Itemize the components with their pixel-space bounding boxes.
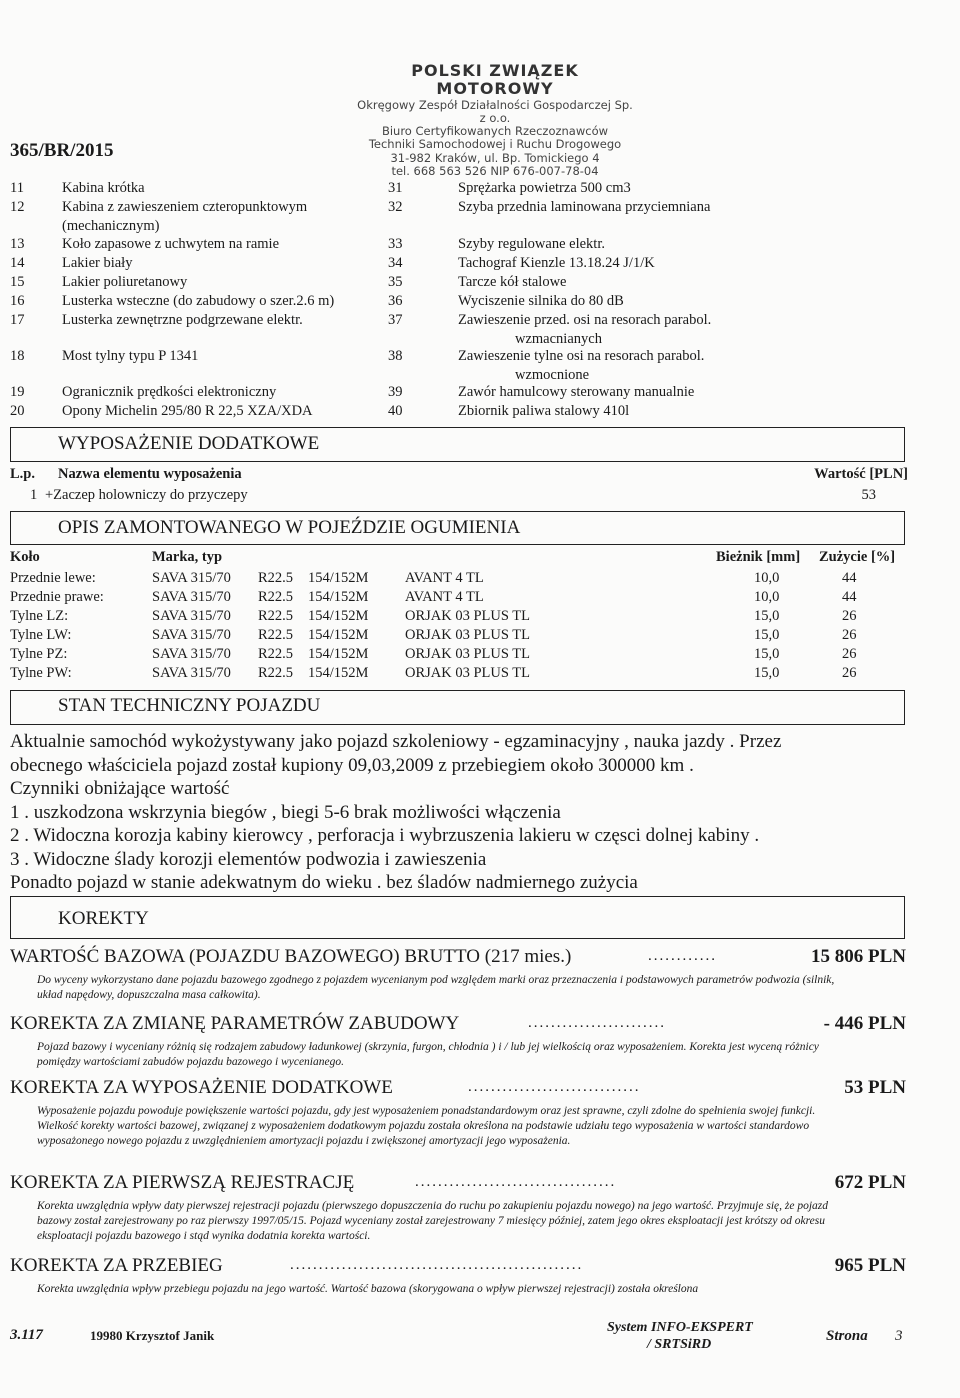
company-stamp xyxy=(355,62,635,178)
equipment-item: Lusterka wsteczne (do zabudowy o szer.2.6 m) xyxy=(62,293,335,309)
condition-line: Czynniki obniżające wartość xyxy=(10,778,230,799)
tyre-make: SAVA 315/70 xyxy=(152,665,231,681)
corrections-title: KOREKTY xyxy=(58,908,149,929)
tyre-model: AVANT 4 TL xyxy=(405,589,484,605)
col-lp: L.p. xyxy=(10,466,35,482)
tyre-wheel: Tylne PW: xyxy=(10,665,72,681)
correction-leader-dots: ................................................... xyxy=(290,1257,584,1273)
stamp-line: tel. 668 563 526 NIP 676-007-78-04 xyxy=(391,163,599,178)
tyre-make: SAVA 315/70 xyxy=(152,608,231,624)
tyre-tread: 15,0 xyxy=(754,646,780,662)
condition-line: Aktualnie samochód wykożystywany jako pojazd szkoleniowy - egzaminacyjny , nauka jazdy . Przez xyxy=(10,731,782,752)
tyre-wear: 26 xyxy=(842,627,857,643)
additional-row-value: 53 xyxy=(861,487,876,503)
additional-row-name: +Zaczep holowniczy do przyczepy xyxy=(45,487,248,503)
correction-label: KOREKTA ZA ZMIANĘ PARAMETRÓW ZABUDOWY xyxy=(10,1013,460,1034)
stamp-line: Biuro Certyfikowanych Rzeczoznawców xyxy=(381,124,609,139)
equipment-item: Szyby regulowane elektr. xyxy=(458,236,605,252)
tyres-title: OPIS ZAMONTOWANEGO W POJEŹDZIE OGUMIENIA xyxy=(58,517,521,538)
equipment-item: Zawieszenie tylne osi na resorach parabol. xyxy=(458,348,705,364)
stamp-line: Techniki Samochodowej i Ruchu Drogowego xyxy=(368,137,622,152)
equipment-number: 37 xyxy=(388,312,403,328)
correction-leader-dots: ........................ xyxy=(528,1015,666,1031)
tyre-index: 154/152M xyxy=(308,665,369,681)
equipment-number: 39 xyxy=(388,384,403,400)
tyre-wheel: Przednie prawe: xyxy=(10,589,104,605)
tyre-tread: 15,0 xyxy=(754,608,780,624)
additional-equipment-title: WYPOSAŻENIE DODATKOWE xyxy=(58,433,320,454)
equipment-number: 15 xyxy=(10,274,25,290)
equipment-number: 34 xyxy=(388,255,403,271)
correction-note: Korekta uwzględnia wpływ daty pierwszej rejestracji pojazdu (pierwszego dopuszczenia do ruchu po zakupieniu pojazdu nowego) na jego wartość. Przyjmuje się, że pojazd bazowy został zarejestrowany po raz pierwszy 1997/05/15. Pojazd wyceniany został zarejestrowany 7 miesięcy później, zatem jego okres eksploatacji jest krótszy od okresu eksploatacji pojazdu bazowego i stąd wynika dodatnia korekta wartości. xyxy=(37,1200,828,1242)
stamp-line: 31-982 Kraków, ul. Bp. Tomickiego 4 xyxy=(390,150,600,165)
equipment-item: Opony Michelin 295/80 R 22,5 XZA/XDA xyxy=(62,403,313,419)
document-number: 365/BR/2015 xyxy=(10,140,114,161)
equipment-item: Tachograf Kienzle 13.18.24 J/1/K xyxy=(458,255,655,271)
tyre-wear: 26 xyxy=(842,665,857,681)
tyre-size: R22.5 xyxy=(258,570,294,586)
correction-leader-dots: ................................... xyxy=(415,1174,617,1190)
footer-system-sub: / SRTSiRD xyxy=(647,1337,712,1352)
tyre-tread: 10,0 xyxy=(754,570,780,586)
tyre-model: ORJAK 03 PLUS TL xyxy=(405,665,531,681)
tyre-make: SAVA 315/70 xyxy=(152,570,231,586)
tyre-wheel: Tylne LZ: xyxy=(10,608,69,624)
tyre-wear: 44 xyxy=(842,589,857,605)
condition-line: obecnego właściciela pojazd został kupiony 09,03,2009 z przebiegiem około 300000 km . xyxy=(10,754,694,776)
tyres-col-wear: Zużycie [%] xyxy=(819,549,896,565)
tyre-size: R22.5 xyxy=(258,627,294,643)
footer-license: 19980 Krzysztof Janik xyxy=(90,1328,215,1343)
equipment-item: Zawór hamulcowy sterowany manualnie xyxy=(458,384,695,400)
equipment-item: Lakier poliuretanowy xyxy=(62,274,188,290)
equipment-item: Koło zapasowe z uchwytem na ramie xyxy=(62,236,280,252)
tyre-make: SAVA 315/70 xyxy=(152,627,231,643)
tyre-index: 154/152M xyxy=(308,646,369,662)
footer-version: 3.117 xyxy=(10,1327,43,1343)
correction-label: KOREKTA ZA PRZEBIEG xyxy=(10,1255,223,1276)
equipment-item: Tarcze kół stalowe xyxy=(458,274,567,290)
col-value: Wartość [PLN] xyxy=(814,466,908,482)
correction-note: Pojazd bazowy i wyceniany różnią się rodzajem zabudowy ładunkowej (skrzynia, furgon, chłodnia ) i / lub jej wielkością oraz wyposażeniem. Korekta jest wyceną różnicy pomiędzy wartościami zabudów pojazdu bazowego i wycenianego. xyxy=(37,1041,819,1068)
equipment-number: 12 xyxy=(10,199,25,215)
equipment-number: 17 xyxy=(10,312,25,328)
equipment-item: Kabina krótka xyxy=(62,180,145,196)
equipment-item: Lusterka zewnętrzne podgrzewane elektr. xyxy=(62,312,303,328)
correction-label: KOREKTA ZA WYPOSAŻENIE DODATKOWE xyxy=(10,1077,393,1098)
tyre-model: AVANT 4 TL xyxy=(405,570,484,586)
equipment-number: 13 xyxy=(10,236,25,252)
tyre-size: R22.5 xyxy=(258,608,294,624)
equipment-item: Kabina z zawieszeniem czteropunktowym xyxy=(62,199,308,215)
equipment-number: 19 xyxy=(10,384,25,400)
tyre-model: ORJAK 03 PLUS TL xyxy=(405,646,531,662)
correction-value: 672 PLN xyxy=(834,1172,906,1193)
tyre-tread: 15,0 xyxy=(754,627,780,643)
additional-row-lp: 1 xyxy=(30,487,38,503)
correction-note: Korekta uwzględnia wpływ przebiegu pojazdu na jego wartość. Wartość bazowa (skorygowana o wpływ pierwszej rejestracji) została określona xyxy=(37,1283,699,1295)
condition-line: Ponadto pojazd w stanie adekwatnym do wieku . bez śladów nadmiernego zużycia xyxy=(10,872,638,893)
tyre-size: R22.5 xyxy=(258,646,294,662)
equipment-number: 16 xyxy=(10,293,25,309)
equipment-number: 31 xyxy=(388,180,403,196)
tyre-index: 154/152M xyxy=(308,589,369,605)
equipment-item-cont: (mechanicznym) xyxy=(62,218,160,234)
tyre-index: 154/152M xyxy=(308,608,369,624)
tyre-wheel: Tylne PZ: xyxy=(10,646,68,662)
equipment-item: Lakier biały xyxy=(62,255,133,271)
tyre-make: SAVA 315/70 xyxy=(152,589,231,605)
equipment-item: Wyciszenie silnika do 80 dB xyxy=(458,293,624,309)
footer-system: System INFO-EKSPERT xyxy=(607,1320,753,1335)
equipment-number: 20 xyxy=(10,403,25,419)
tyres-col-wheel: Koło xyxy=(10,549,40,565)
equipment-number: 35 xyxy=(388,274,403,290)
tyre-index: 154/152M xyxy=(308,627,369,643)
equipment-number: 40 xyxy=(388,403,403,419)
col-name: Nazwa elementu wyposażenia xyxy=(58,466,242,482)
tyre-wheel: Przednie lewe: xyxy=(10,570,96,586)
equipment-item: Szyba przednia laminowana przyciemniana xyxy=(458,199,711,215)
tyre-size: R22.5 xyxy=(258,665,294,681)
tyre-make: SAVA 315/70 xyxy=(152,646,231,662)
correction-value: 15 806 PLN xyxy=(811,946,906,967)
correction-label: KOREKTA ZA PIERWSZĄ REJESTRACJĘ xyxy=(10,1172,355,1193)
condition-line: 3 . Widoczne ślady korozji elementów podwozia i zawieszenia xyxy=(10,848,487,870)
footer-page-label: Strona xyxy=(826,1328,868,1344)
equipment-item: Ogranicznik prędkości elektroniczny xyxy=(62,384,277,400)
equipment-number: 38 xyxy=(388,348,403,364)
tyre-index: 154/152M xyxy=(308,570,369,586)
footer-page-number: 3 xyxy=(895,1328,903,1344)
tyres-col-tread: Bieżnik [mm] xyxy=(716,549,801,565)
tyre-wear: 26 xyxy=(842,608,857,624)
equipment-item: Zbiornik paliwa stalowy 410l xyxy=(458,403,630,419)
equipment-item-cont: wzmocnione xyxy=(515,367,590,383)
stamp-line: Okręgowy Zespół Działalności Gospodarczej Sp. z o.o. xyxy=(357,97,633,125)
correction-leader-dots: .............................. xyxy=(468,1079,641,1095)
tyre-size: R22.5 xyxy=(258,589,294,605)
tyre-tread: 15,0 xyxy=(754,665,780,681)
equipment-number: 36 xyxy=(388,293,403,309)
correction-label: WARTOŚĆ BAZOWA (POJAZDU BAZOWEGO) BRUTTO (217 mies.) xyxy=(10,946,572,967)
condition-line: 1 . uszkodzona wskrzynia biegów , biegi 5-6 brak możliwości włączenia xyxy=(10,801,561,823)
stamp-org: POLSKI ZWIĄZEK MOTOROWY xyxy=(411,61,579,99)
equipment-number: 33 xyxy=(388,236,403,252)
equipment-number: 14 xyxy=(10,255,25,271)
equipment-number: 11 xyxy=(10,180,24,196)
equipment-number: 18 xyxy=(10,348,25,364)
equipment-item: Sprężarka powietrza 500 cm3 xyxy=(458,180,631,196)
correction-leader-dots: ............ xyxy=(648,948,717,964)
equipment-item: Most tylny typu P 1341 xyxy=(62,348,199,364)
tyre-tread: 10,0 xyxy=(754,589,780,605)
tyre-wear: 26 xyxy=(842,646,857,662)
correction-note: Do wyceny wykorzystano dane pojazdu bazowego zgodnego z pojazdem wycenianym pod względem marki oraz przeznaczenia i podstawowych parametrów podwozia (silnik, układ napędowy, dopuszczalna masa całkowita). xyxy=(37,974,835,1001)
condition-line: 2 . Widoczna korozja kabiny kierowcy , perforacja i wybrzuszenia lakieru w częsci dolnej kabiny . xyxy=(10,825,760,846)
correction-note: Wyposażenie pojazdu powoduje powiększenie wartości pojazdu, gdy jest wyposażeniem ponadstandardowym oraz jest sprawne, czyli zdolne do spełnienia swojej funkcji. Wielkość korekty wartości bazowej, związanej z wyposażeniem dodatkowym pojazdu została określona na podstawie udziału tego wyposażenia w wartości standardowo wyposażonego nowego pojazdu z uwzględnieniem amortyzacji pojazdu i zwiększonej amortyzacji jego wyposażenia. xyxy=(37,1105,816,1147)
tyre-model: ORJAK 03 PLUS TL xyxy=(405,627,531,643)
tyre-wear: 44 xyxy=(842,570,857,586)
correction-value: - 446 PLN xyxy=(823,1013,906,1034)
equipment-number: 32 xyxy=(388,199,403,215)
condition-title: STAN TECHNICZNY POJAZDU xyxy=(58,695,321,716)
equipment-item-cont: wzmacnianych xyxy=(515,331,602,347)
tyre-wheel: Tylne LW: xyxy=(10,627,72,643)
tyre-model: ORJAK 03 PLUS TL xyxy=(405,608,531,624)
correction-value: 53 PLN xyxy=(844,1077,906,1098)
equipment-item: Zawieszenie przed. osi na resorach parabol. xyxy=(458,312,712,328)
tyres-col-make: Marka, typ xyxy=(152,549,223,565)
correction-value: 965 PLN xyxy=(834,1255,906,1276)
